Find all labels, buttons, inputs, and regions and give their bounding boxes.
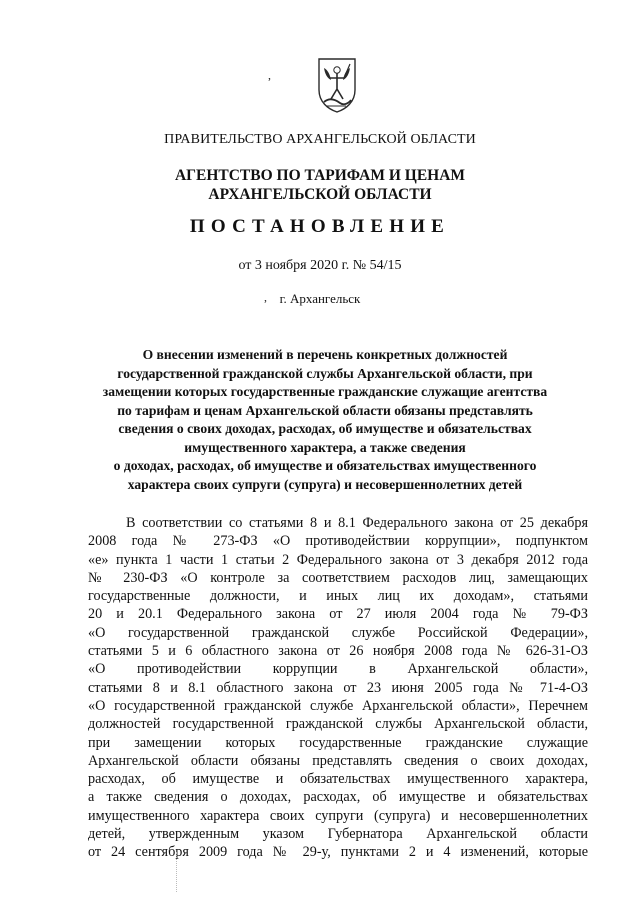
body-line: «О государственной гражданской службе Архангельской области», Перечнем xyxy=(88,697,588,714)
document-subject xyxy=(78,346,572,494)
government-title: ПРАВИТЕЛЬСТВО АРХАНГЕЛЬСКОЙ ОБЛАСТИ xyxy=(164,132,476,147)
body-line: от 24 сентября 2009 года № 29-у, пунктами 2 и 4 изменений, которые xyxy=(88,844,588,861)
body-line: 20 и 20.1 Федерального закона от 27 июля 2004 года № 79-ФЗ xyxy=(88,606,588,623)
body-line: а также сведения о доходах, расходах, об имуществе и обязательствах xyxy=(88,789,588,806)
body-line: 2008 года № 273-ФЗ «О противодействии коррупции», подпунктом xyxy=(88,533,588,550)
body-line: «О государственной гражданской службе Российской Федерации», xyxy=(88,624,588,641)
subject-line: О внесении изменений в перечень конкретных должностей xyxy=(142,347,508,362)
subject-line: по тарифам и ценам Архангельской области обязаны представлять xyxy=(117,402,533,418)
body-line: статьями 8 и 8.1 областного закона от 23 июня 2005 года № 71-4-ОЗ xyxy=(88,679,588,696)
document-type: ПОСТАНОВЛЕНИЕ xyxy=(189,216,451,237)
agency-title-line: АРХАНГЕЛЬСКОЙ ОБЛАСТИ xyxy=(208,186,432,203)
scan-speck: , xyxy=(264,290,267,304)
body-line: Архангельской области обязаны представлять сведения о своих доходах, xyxy=(88,752,588,769)
subject-line: о доходах, расходах, об имуществе и обязательствах имущественного xyxy=(113,458,537,473)
body-line: детей, утвержденным указом Губернатора Архангельской области xyxy=(88,826,588,843)
subject-line: имущественного характера, а также сведения xyxy=(184,439,466,455)
document-date-number: от 3 ноября 2020 г. № 54/15 xyxy=(238,258,402,273)
body-line: № 230-ФЗ «О контроле за соответствием расходов лиц, замещающих xyxy=(88,569,588,586)
agency-title-line: АГЕНТСТВО ПО ТАРИФАМ И ЦЕНАМ xyxy=(174,167,466,184)
coat-of-arms-icon xyxy=(316,56,358,114)
document-city: г. Архангельск xyxy=(279,291,361,306)
subject-line: характера своих супруги (супруга) и несовершеннолетних детей xyxy=(127,476,523,492)
body-line: при замещении которых государственные гражданские служащие xyxy=(88,734,588,751)
body-line: статьями 5 и 6 областного закона от 26 ноября 2008 года № 626-31-ОЗ xyxy=(88,643,588,660)
body-line: «О противодействии коррупции в Архангельской области», xyxy=(88,661,588,678)
body-line: «е» пункта 1 части 1 статьи 2 Федерального закона от 3 декабря 2012 года xyxy=(88,551,588,568)
agency-title xyxy=(0,166,640,204)
scan-margin-dots xyxy=(176,852,179,892)
scan-speck: , xyxy=(268,68,271,82)
document-body xyxy=(88,514,588,862)
body-line: расходах, об имуществе и обязательствах имущественного характера, xyxy=(88,771,588,788)
subject-line: государственной гражданской службы Архангельской области, при xyxy=(117,365,533,381)
subject-line: замещении которых государственные гражданские служащие агентства xyxy=(102,384,548,399)
body-line: государственные должности, и иных лиц их доходам», статьями xyxy=(88,588,588,605)
body-line: В соответствии со статьями 8 и 8.1 Федерального закона от 25 декабря xyxy=(126,515,588,531)
body-line: должностей государственной гражданской службы Архангельской области, xyxy=(88,716,588,733)
subject-line: сведения о своих доходах, расходах, об имуществе и обязательствах xyxy=(118,421,532,436)
body-line: имущественного характера своих супруги (супруга) и несовершеннолетних xyxy=(88,807,588,824)
